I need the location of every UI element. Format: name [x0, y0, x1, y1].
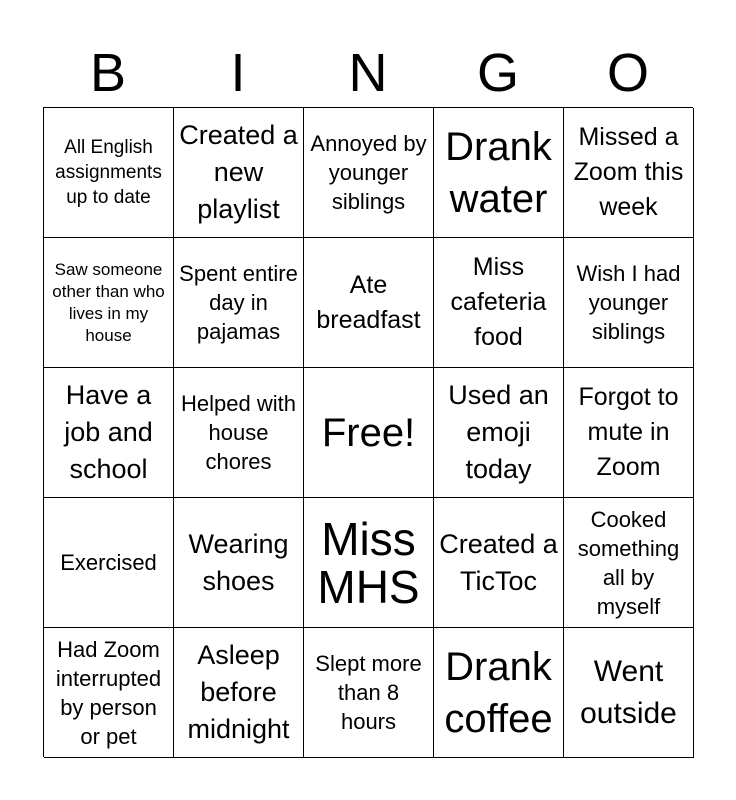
bingo-cell[interactable]: All English assignments up to date	[44, 108, 174, 238]
bingo-cell[interactable]: Wearing shoes	[174, 498, 304, 628]
bingo-cell[interactable]: Drank water	[434, 108, 564, 238]
bingo-cell[interactable]: Helped with house chores	[174, 368, 304, 498]
bingo-cell[interactable]: Slept more than 8 hours	[304, 628, 434, 758]
bingo-cell[interactable]: Ate breadfast	[304, 238, 434, 368]
bingo-cell[interactable]: Used an emoji today	[434, 368, 564, 498]
bingo-cell[interactable]: Cooked something all by myself	[564, 498, 694, 628]
bingo-cell[interactable]: Exercised	[44, 498, 174, 628]
bingo-cell[interactable]: Have a job and school	[44, 368, 174, 498]
bingo-cell[interactable]: Had Zoom interrupted by person or pet	[44, 628, 174, 758]
bingo-cell[interactable]: Asleep before midnight	[174, 628, 304, 758]
bingo-cell[interactable]: Miss cafeteria food	[434, 238, 564, 368]
header-letter-b: B	[89, 43, 127, 103]
bingo-cell[interactable]: Went outside	[564, 628, 694, 758]
bingo-grid	[43, 107, 693, 757]
bingo-cell[interactable]: Missed a Zoom this week	[564, 108, 694, 238]
bingo-cell[interactable]: Annoyed by younger siblings	[304, 108, 434, 238]
bingo-cell[interactable]: Created a new playlist	[174, 108, 304, 238]
header-letter-o: O	[606, 43, 649, 103]
header-letter-n: N	[348, 43, 388, 103]
header-letter-g: G	[476, 43, 519, 103]
bingo-cell[interactable]: Saw someone other than who lives in my house	[44, 238, 174, 368]
header-letter-i: I	[230, 43, 246, 103]
free-space[interactable]: Free!	[304, 368, 434, 498]
bingo-cell[interactable]: Forgot to mute in Zoom	[564, 368, 694, 498]
bingo-header	[43, 40, 693, 106]
bingo-cell[interactable]: Drank coffee	[434, 628, 564, 758]
bingo-cell[interactable]: Created a TicToc	[434, 498, 564, 628]
bingo-cell[interactable]: Miss MHS	[304, 498, 434, 628]
bingo-cell[interactable]: Wish I had younger siblings	[564, 238, 694, 368]
bingo-cell[interactable]: Spent entire day in pajamas	[174, 238, 304, 368]
